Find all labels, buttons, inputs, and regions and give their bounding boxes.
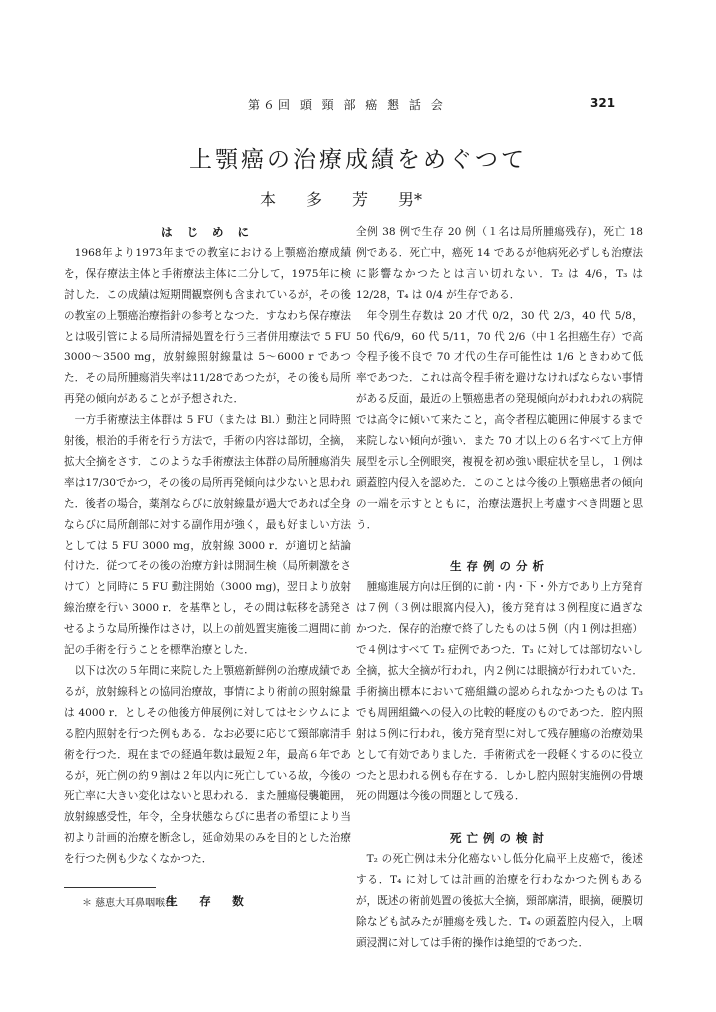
author-char: 多 <box>306 190 323 209</box>
footnote-affiliation: ＊ 慈恵大耳鼻咽喉科 <box>82 898 176 909</box>
paragraph: 一方手術療法主体群は 5 FU（または Bl.）動注と同時照射後，根治的手術を行う方法で，手術の内容は部切，全摘，拡大全摘をさす．このような手術療法主体群の局所腫瘍消失率は17/30でかつ，その後の局所再発傾向は少ないと思われた．後者の場合，薬剤ならびに放射線量が過大であれば全身ならびに局所創部に対する副作用が強く，最も好ましい方法としては 5 FU 3000 mg，放射線 3000 r．が適切と結論付けた．従つてその後の治療方針は開洞生検（局所刺激をさけて）と同時に 5 FU 動注開始（3000 mg)，翌日より放射線治療を行い 3000 r．を基準とし，その間は転移を誘発させるような局所操作はさけ，以上の前処置実施後二週間に前記の手術を行うことを標準治療とした． <box>64 414 351 657</box>
paragraph: 1968年より1973年までの教室における上顎癌治療成績を，保存療法主体と手術療法主体に二分して，1975年に検討した．この成績は短期間観察例も含まれているが，その後の教室の上顎癌治療指針の参考となつた．すなわち保存療法とは吸引管による局所清掃処置を行う三者併用療法で 5 FU 3000～3500 mg，放射線照射線量は 5～6000 r であつた．その局所腫瘍消失率は11/28であつたが，その後も局所再発の傾向があることが予想された． <box>64 246 351 406</box>
section-heading-intro: は じ め に <box>160 225 254 239</box>
author-name <box>260 187 444 210</box>
section-heading-deaths: 死亡例の検討 <box>450 831 549 846</box>
section-heading-survival: 生 存 数 <box>166 893 249 908</box>
right-column <box>356 222 643 954</box>
paragraph: 全例 38 例で生存 20 例（１名は局所腫瘍残存)，死亡 18 例である．死亡中，癌死 14 であるが他病死必ずしも治療法に影響なかつたとは言い切れない．T₂ は 4/6，T₃ は 12/28，T₄ は 0/4 が生存である． <box>356 226 643 301</box>
author-char: 男* <box>398 190 423 209</box>
running-head <box>0 96 716 116</box>
paragraph: T₂ の死亡例は未分化癌ないし低分化扁平上皮癌で，後述する．T₄ に対しては計画的治療を行わなかつた例もあるが，既述の術前処置の後拡大全摘，頸部廓清，眼摘，硬膜切除なども試みたが腫瘍を残した．T₄ の頭蓋腔内侵入，上咽頭浸潤に対しては手術的操作は絶望的であつた． <box>356 853 643 949</box>
paragraph: 年令別生存数は 20 才代 0/2，30 代 2/3，40 代 5/8，50 代6/9，60 代 5/11，70 代 2/6（中１名担癌生存）で高令程予後不良で 70 才代の生存可能性は 1/6 ときわめて低率であつた．これは高令程手術を避けなければならない事情がある反面，最近の上顎癌患者の発現傾向がわれわれの病院では高令に傾いて来たこと，高令者程広範囲に伸展するまで来院しない傾向が強い．また 70 才以上の６名すべて上方伸展型を示し全例眼突，複視を初め強い眼症状を呈し，１例は頭蓋腔内侵入を認めた．このことは今後の上顎癌患者の傾向の一端を示すとともに，治療法選択上考慮すべき問題と思う． <box>356 309 643 531</box>
page-number: 321 <box>590 96 616 110</box>
section-heading-analysis: 生存例の分析 <box>450 559 549 574</box>
footnote-divider <box>64 887 156 888</box>
author-char: 芳 <box>352 190 369 209</box>
author-char: 本 <box>260 190 277 209</box>
article-title: 上顎癌の治療成績をめぐつて <box>189 147 527 173</box>
left-column <box>64 222 351 912</box>
paragraph: 腫瘍進展方向は圧倒的に前・内・下・外方であり上方発育は７例（３例は眼窩内侵入)，後方発育は３例程度に過ぎなかつた．保存的治療で終了したものは５例（内１例は担癌）で４例はすべて T₂ 症例であつた．T₃ に対しては部切ないし全摘，拡大全摘が行われ，内２例には眼摘が行われていた．手術摘出標本において癌組織の認められなかつたものは T₃ でも周囲組織への侵入の比較的軽度のものであつた．腔内照射は５例に行われ，後方発育型に対して残存腫瘍の治療効果として有効でありました．手術術式を一段軽くするのに役立つたと思われる例も存在する．しかし腔内照射実施例の骨壊死の問題は今後の問題として残る． <box>356 581 643 803</box>
journal-title: 第６回 頭 頸 部 癌 懇 話 会 <box>248 98 446 112</box>
paragraph: 以下は次の５年間に来院した上顎癌新鮮例の治療成績であるが，放射線科との協同治療故，事情により術前の照射線量は 4000 r．としその他後方伸展例に対してはセシウムによる腔内照射を行つた例もある．なお必要に応じて頸部廓清手術を行つた．現在までの経過年数は最短２年，最高６年であるが，死亡例の約９割は２年以内に死亡している故，今後の死亡率に大きい変化はないと思われる．また腫瘍侵襲範囲，放射線感受性，年令，全身状態ならびに患者の希望により当初より計画的治療を断念し，延命効果のみを目的とした治療を行つた例も少なくなかつた． <box>64 665 351 866</box>
